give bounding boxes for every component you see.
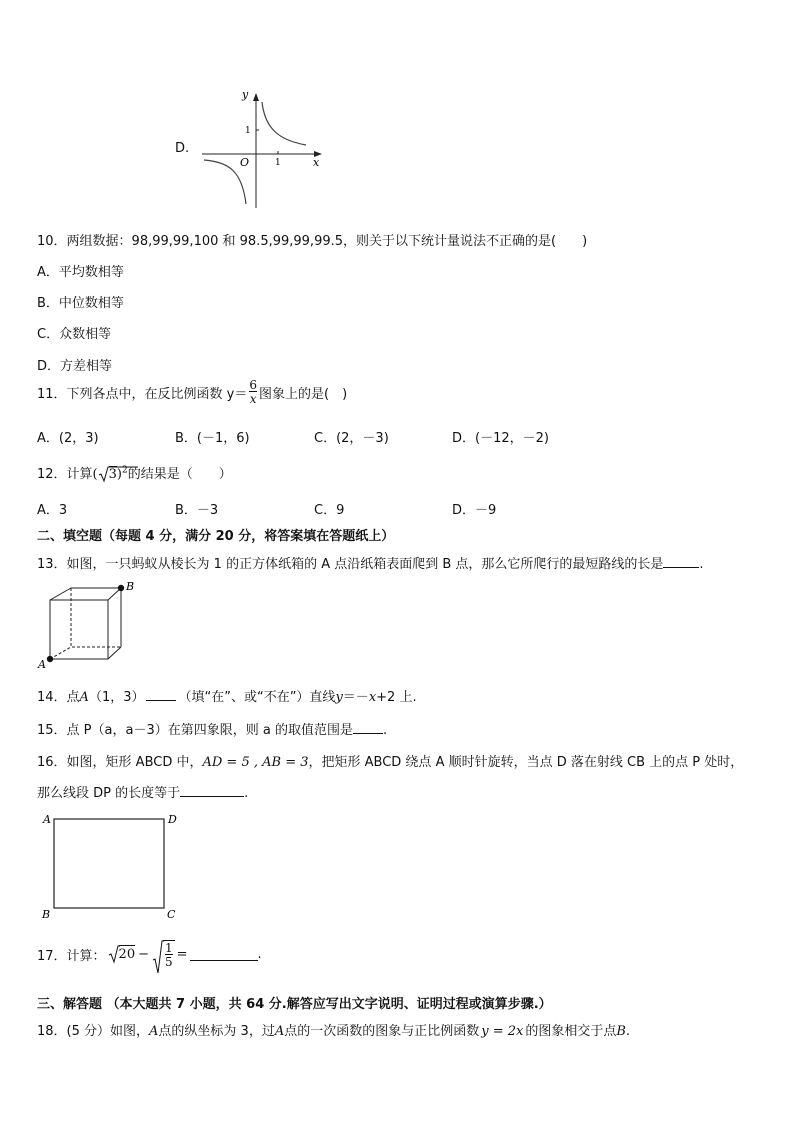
q12-sqrt <box>98 467 117 482</box>
q17-sqrt-frac <box>152 940 175 968</box>
q13-stem-text: 13．如图，一只蚂蚁从棱长为 1 的正方体纸箱的 A 点沿纸箱表面爬到 B 点，那么它所爬行的最短路线的长是 <box>37 557 664 572</box>
q12-option-a: A．3 <box>37 503 68 518</box>
q12-radicand: 3 <box>108 467 117 482</box>
q11-fraction-num: 6 <box>249 378 258 392</box>
graph-x-label: x <box>313 156 320 169</box>
q10-option-b: B．中位数相等 <box>37 296 124 311</box>
q13-end: . <box>699 557 704 572</box>
q15-stem <box>37 719 387 738</box>
q13-answer-blank <box>663 555 699 568</box>
q10-option-a: A．平均数相等 <box>37 265 124 280</box>
q17-sqrt20 <box>108 947 136 962</box>
q12-exponent: 2 <box>121 465 128 476</box>
q16-label-b: B <box>42 908 51 921</box>
q13-label-b: B <box>126 580 135 593</box>
graph-y-label: y <box>242 88 249 101</box>
q14-stem <box>37 686 417 705</box>
section-2-title: 二、填空题（每题 4 分，满分 20 分，将答案填在答题纸上） <box>37 529 395 544</box>
q18-point-a2: A <box>274 1024 285 1039</box>
q11-option-d: D．(－12，－2) <box>452 431 549 446</box>
q16-line2-text: 那么线段 DP 的长度等于 <box>37 786 181 801</box>
q9-option-d-graph <box>198 88 328 212</box>
q11-fraction <box>249 379 257 405</box>
q12-close-paren: ) <box>116 467 122 482</box>
graph-tick-x: 1 <box>275 158 281 168</box>
q16-label-c: C <box>167 908 176 921</box>
q16-end: . <box>244 786 249 801</box>
q17-stem <box>37 940 262 968</box>
q10-option-c: C．众数相等 <box>37 327 112 342</box>
sqrt-icon <box>152 940 164 974</box>
q16-rectangle-figure <box>40 810 190 922</box>
q14-pre: 14．点 <box>37 690 80 705</box>
q11-option-a: A．(2，3) <box>37 431 99 446</box>
q18-end: . <box>625 1024 631 1039</box>
q11-option-c: C．(2，－3) <box>314 431 389 446</box>
q16-line2 <box>37 782 248 801</box>
q11-stem-pre: 11．下列各点中，在反比例函数 y＝ <box>37 386 248 402</box>
graph-tick-y: 1 <box>245 126 251 136</box>
q15-answer-blank <box>353 721 383 734</box>
q13-stem <box>37 553 704 572</box>
q16-stem <box>37 751 743 770</box>
q14-coords: （1，3） <box>88 690 145 705</box>
q17-frac-den: 5 <box>165 955 173 969</box>
q11-option-b: B．(－1，6) <box>175 431 250 446</box>
q10-option-d: D．方差相等 <box>37 359 113 374</box>
q17-fraction <box>163 940 175 968</box>
q16-given: AD = 5 , AB = 3 <box>202 755 309 770</box>
q17-pre: 17．计算： <box>37 948 106 964</box>
q13-label-a: A <box>38 658 46 671</box>
q14-line-rest: ＝－ <box>342 690 369 705</box>
q12-open-paren: ( <box>92 467 98 482</box>
q16-stem-post: ，把矩形 ABCD 绕点 A 顺时针旋转，当点 D 落在射线 CB 上的点 P 处时， <box>308 755 744 770</box>
q17-equals: = <box>176 946 188 962</box>
q16-answer-blank <box>180 784 244 797</box>
q12-option-b: B．－3 <box>175 503 219 518</box>
q11-stem <box>37 379 347 405</box>
q15-end: . <box>382 723 388 738</box>
q13-cube-figure <box>38 578 148 670</box>
sqrt-icon <box>98 466 110 482</box>
q14-answer-blank <box>146 688 176 701</box>
q12-option-c: C．9 <box>314 503 345 518</box>
q12-stem-pre: 12．计算 <box>37 467 93 482</box>
q17-radicand1: 20 <box>118 946 136 962</box>
q9-option-d-label: D. <box>175 141 190 156</box>
q14-line-x: x <box>368 690 377 705</box>
q14-line-var: y <box>335 690 343 705</box>
q18-mid1: 点的纵坐标为 3，过 <box>158 1024 275 1039</box>
q17-minus: − <box>138 946 149 962</box>
q18-mid3: 的图象相交于点 <box>525 1024 617 1039</box>
q18-mid2: 点的一次函数的图象与正比例函数 <box>284 1024 480 1039</box>
q11-stem-post: 图象上的是( ) <box>259 386 348 402</box>
graph-origin-label: O <box>240 156 250 169</box>
q15-stem-text: 15．点 P（a，a－3）在第四象限，则 a 的取值范围是 <box>37 723 353 738</box>
q17-frac-num: 1 <box>165 941 173 955</box>
q17-end: . <box>257 946 262 962</box>
sqrt-icon <box>108 945 120 963</box>
q14-line-tail: +2 上. <box>376 690 417 705</box>
q17-answer-blank <box>190 948 258 961</box>
q18-function: y = 2x <box>481 1024 524 1039</box>
q18-pre: 18．(5 分）如图， <box>37 1024 150 1039</box>
q14-mid: （填“在”、或“不在”）直线 <box>178 690 336 705</box>
q18-point-b: B <box>616 1024 626 1039</box>
q16-label-d: D <box>168 813 177 826</box>
q16-label-a: A <box>43 813 51 826</box>
q12-option-d: D．－9 <box>452 503 497 518</box>
section-3-title: 三、解答题 （本大题共 7 小题，共 64 分.解答应写出文字说明、证明过程或演算步骤.） <box>37 997 552 1012</box>
q14-point: A <box>79 690 89 705</box>
q10-stem: 10．两组数据：98,99,99,100 和 98.5,99,99,99.5，则关于以下统计量说法不正确的是( ) <box>37 234 588 249</box>
q16-stem-pre: 16．如图，矩形 ABCD 中， <box>37 755 203 770</box>
q11-fraction-den: x <box>249 392 257 406</box>
q18-stem <box>37 1020 630 1039</box>
q12-stem <box>37 463 232 482</box>
q18-point-a: A <box>149 1024 159 1039</box>
q12-stem-post: 的结果是（ ） <box>127 467 232 482</box>
